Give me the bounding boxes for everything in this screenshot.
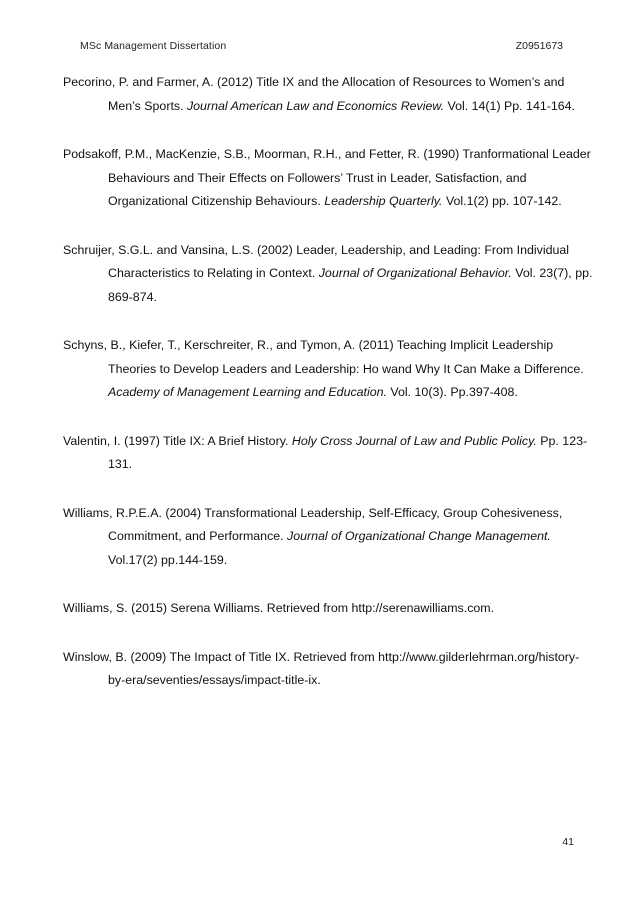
- reference-entry: [63, 430, 593, 477]
- reference-journal: Academy of Management Learning and Education.: [108, 385, 387, 399]
- reference-details: Vol.17(2) pp.144-159.: [108, 552, 228, 567]
- reference-details: Pp. 123-131.: [108, 433, 588, 471]
- reference-entry: [63, 646, 593, 693]
- reference-entry: [63, 334, 593, 405]
- reference-entry: [63, 71, 593, 118]
- header-student-id: Z0951673: [515, 40, 563, 52]
- reference-text: Valentin, I. (1997) Title IX: A Brief History.: [63, 433, 292, 448]
- reference-text: Williams, R.P.E.A. (2004) Transformational Leadership, Self-Efficacy, Group Cohesiveness, Commitment, and Performance.: [63, 505, 563, 543]
- reference-entry: [63, 143, 593, 214]
- page-header: [80, 40, 563, 56]
- reference-entry: [63, 239, 593, 310]
- reference-text: Schruijer, S.G.L. and Vansina, L.S. (2002) Leader, Leadership, and Leading: From Individual Characteristics to Relating in Context.: [63, 242, 570, 280]
- reference-journal: Journal of Organizational Change Management.: [287, 529, 551, 543]
- page-number: 41: [562, 836, 574, 848]
- reference-text: Williams, S. (2015) Serena Williams. Retrieved from http://serenawilliams.com.: [63, 601, 495, 615]
- reference-text: Podsakoff, P.M., MacKenzie, S.B., Moorman, R.H., and Fetter, R. (1990) Tranformational Leader Behaviours and Their Effects on Followers’ Trust in Leader, Satisfaction, and Organizational Citizenship Behaviours.: [63, 147, 591, 208]
- reference-text: Schyns, B., Kiefer, T., Kerschreiter, R., and Tymon, A. (2011) Teaching Implicit Leadership Theories to Develop Leaders and Leadership: Ho wand Why It Can Make a Difference.: [63, 338, 584, 376]
- reference-text: Pecorino, P. and Farmer, A. (2012) Title IX and the Allocation of Resources to Women’s and Men’s Sports.: [63, 75, 565, 113]
- header-title: MSc Management Dissertation: [80, 40, 227, 52]
- reference-journal: Journal American Law and Economics Review.: [186, 98, 445, 113]
- reference-list: [63, 71, 593, 718]
- reference-journal: Holy Cross Journal of Law and Public Policy.: [291, 433, 537, 448]
- reference-entry: [63, 597, 593, 621]
- reference-details: Vol. 14(1) Pp. 141-164.: [444, 98, 575, 113]
- reference-entry: [63, 502, 593, 573]
- reference-journal: Journal of Organizational Behavior.: [318, 266, 512, 280]
- reference-text: Winslow, B. (2009) The Impact of Title IX. Retrieved from http://www.gilderlehrman.org/history-by-era/seventies/essays/impact-title-ix.: [63, 649, 580, 687]
- reference-details: Vol. 10(3). Pp.397-408.: [386, 385, 518, 399]
- reference-details: Vol.1(2) pp. 107-142.: [442, 194, 562, 208]
- reference-details: Vol. 23(7), pp. 869-874.: [108, 266, 593, 304]
- reference-journal: Leadership Quarterly.: [324, 194, 443, 208]
